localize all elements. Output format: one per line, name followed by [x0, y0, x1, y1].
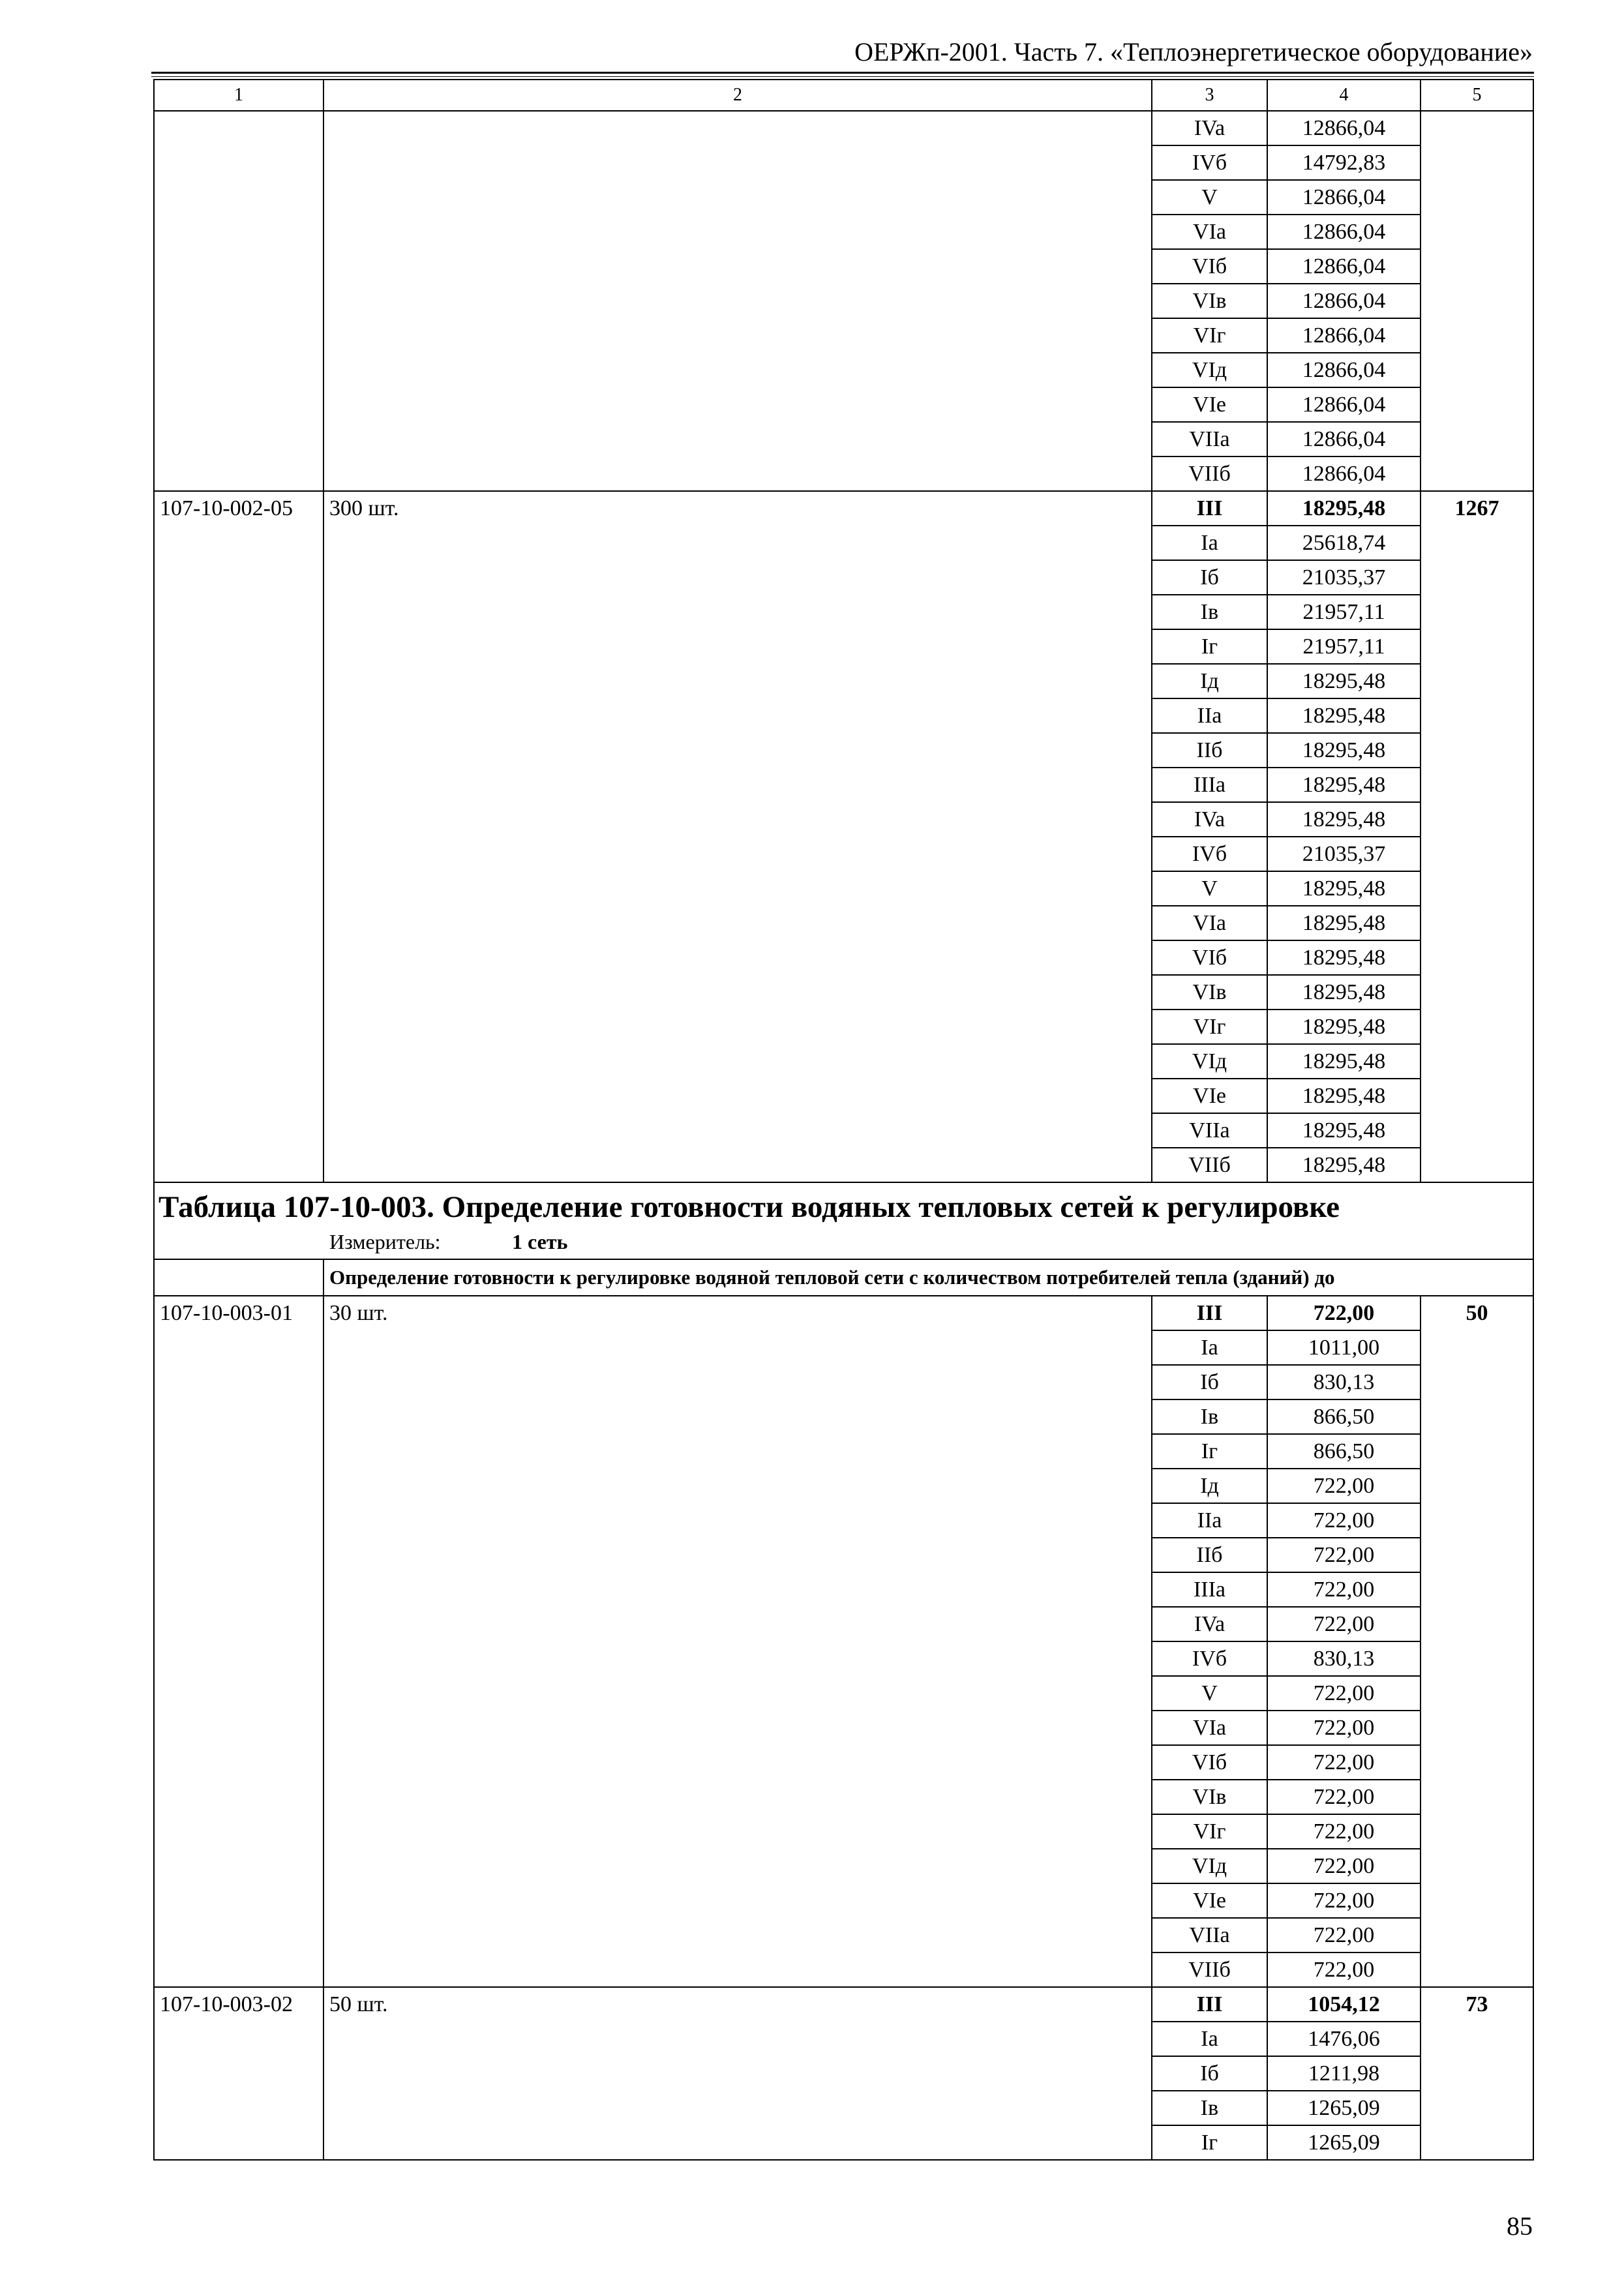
price-cell: 18295,48 — [1267, 975, 1421, 1010]
price-cell: 866,50 — [1267, 1434, 1421, 1469]
price-cell: 18295,48 — [1267, 1079, 1421, 1113]
price-cell: 830,13 — [1267, 1365, 1421, 1399]
zone-cell: III — [1152, 1296, 1267, 1330]
zone-cell: IVб — [1152, 837, 1267, 871]
zone-cell: VIд — [1152, 1044, 1267, 1079]
price-cell: 18295,48 — [1267, 871, 1421, 906]
price-cell: 722,00 — [1267, 1711, 1421, 1745]
zone-cell: IVб — [1152, 145, 1267, 180]
price-cell: 21957,11 — [1267, 629, 1421, 664]
zone-cell: VIб — [1152, 1745, 1267, 1780]
table-title: Таблица 107-10-003. Определение готовности водяных тепловых сетей к регулировке — [158, 1190, 1340, 1224]
zone-cell: Ia — [1152, 526, 1267, 560]
price-cell: 722,00 — [1267, 1780, 1421, 1814]
price-cell: 18295,48 — [1267, 802, 1421, 837]
price-cell: 722,00 — [1267, 1538, 1421, 1572]
zone-cell: IVa — [1152, 111, 1267, 145]
rates-table — [153, 79, 1534, 2161]
zone-cell: VIд — [1152, 353, 1267, 387]
price-cell: 12866,04 — [1267, 422, 1421, 456]
zone-cell: Iб — [1152, 1365, 1267, 1399]
price-cell: 722,00 — [1267, 1572, 1421, 1607]
meter-label: Измеритель: — [329, 1230, 441, 1253]
zone-cell: VIe — [1152, 1079, 1267, 1113]
price-cell: 14792,83 — [1267, 145, 1421, 180]
price-cell: 1476,06 — [1267, 2022, 1421, 2056]
description-spacer — [154, 1259, 323, 1296]
price-cell: 21035,37 — [1267, 837, 1421, 871]
description-row — [154, 1259, 1533, 1296]
meter-line — [158, 1227, 1529, 1256]
table-row — [154, 1296, 1533, 1330]
zone-cell: Iд — [1152, 664, 1267, 698]
zone-cell: VIe — [1152, 1883, 1267, 1918]
zone-cell: V — [1152, 180, 1267, 215]
price-cell: 1211,98 — [1267, 2056, 1421, 2091]
price-cell: 722,00 — [1267, 1745, 1421, 1780]
price-cell: 12866,04 — [1267, 215, 1421, 249]
zone-cell: IIa — [1152, 1503, 1267, 1538]
price-cell: 12866,04 — [1267, 284, 1421, 318]
price-cell: 1265,09 — [1267, 2091, 1421, 2125]
price-cell: 12866,04 — [1267, 180, 1421, 215]
rates-table-body — [154, 80, 1533, 2160]
price-cell: 12866,04 — [1267, 353, 1421, 387]
zone-cell: IIa — [1152, 698, 1267, 733]
price-cell: 722,00 — [1267, 1918, 1421, 1952]
price-cell: 21957,11 — [1267, 595, 1421, 629]
zone-cell: Ia — [1152, 1330, 1267, 1365]
price-cell: 18295,48 — [1267, 1148, 1421, 1182]
price-cell: 866,50 — [1267, 1399, 1421, 1434]
zone-cell: IVб — [1152, 1641, 1267, 1676]
zone-cell: VIIб — [1152, 1148, 1267, 1182]
zone-cell: VIIa — [1152, 422, 1267, 456]
zone-cell: Iб — [1152, 560, 1267, 595]
labor-cell: 1267 — [1421, 491, 1533, 1182]
zone-cell: IIб — [1152, 1538, 1267, 1572]
zone-cell: VIб — [1152, 249, 1267, 284]
zone-cell: IIIa — [1152, 1572, 1267, 1607]
zone-cell: IVa — [1152, 802, 1267, 837]
zone-cell: Iг — [1152, 629, 1267, 664]
zone-cell: VIe — [1152, 387, 1267, 422]
column-number: 5 — [1421, 80, 1533, 111]
column-number: 1 — [154, 80, 323, 111]
rate-quantity: 30 шт. — [323, 1296, 1152, 1987]
table-row — [154, 1987, 1533, 2022]
price-cell: 830,13 — [1267, 1641, 1421, 1676]
price-cell: 21035,37 — [1267, 560, 1421, 595]
table-description: Определение готовности к регулировке водяной тепловой сети с количеством потребителей тепла (зданий) до — [323, 1259, 1533, 1296]
column-number: 3 — [1152, 80, 1267, 111]
zone-cell: Ia — [1152, 2022, 1267, 2056]
price-cell: 18295,48 — [1267, 768, 1421, 802]
rate-code: 107-10-003-01 — [154, 1296, 323, 1987]
page-number: 85 — [1507, 2211, 1533, 2241]
zone-cell: VIд — [1152, 1849, 1267, 1883]
price-cell: 722,00 — [1267, 1469, 1421, 1503]
price-cell: 18295,48 — [1267, 664, 1421, 698]
labor-cell — [1421, 111, 1533, 491]
price-cell: 12866,04 — [1267, 111, 1421, 145]
column-number: 4 — [1267, 80, 1421, 111]
rate-code: 107-10-003-02 — [154, 1987, 323, 2160]
rate-code: 107-10-002-05 — [154, 491, 323, 1182]
header-rule-thin — [151, 76, 1534, 77]
meter-value: 1 сеть — [512, 1230, 568, 1253]
zone-cell: VIв — [1152, 975, 1267, 1010]
zone-cell: III — [1152, 491, 1267, 526]
zone-cell: Iг — [1152, 2125, 1267, 2160]
price-cell: 12866,04 — [1267, 387, 1421, 422]
price-cell: 18295,48 — [1267, 906, 1421, 940]
zone-cell: VIг — [1152, 1010, 1267, 1044]
price-cell: 12866,04 — [1267, 456, 1421, 491]
zone-cell: V — [1152, 1676, 1267, 1711]
price-cell: 18295,48 — [1267, 1113, 1421, 1148]
zone-cell: VIa — [1152, 215, 1267, 249]
price-cell: 1011,00 — [1267, 1330, 1421, 1365]
zone-cell: Iв — [1152, 595, 1267, 629]
zone-cell: VIв — [1152, 1780, 1267, 1814]
price-cell: 12866,04 — [1267, 318, 1421, 353]
price-cell: 18295,48 — [1267, 940, 1421, 975]
zone-cell: VIв — [1152, 284, 1267, 318]
price-cell: 722,00 — [1267, 1503, 1421, 1538]
price-cell: 722,00 — [1267, 1296, 1421, 1330]
zone-cell: VIIa — [1152, 1918, 1267, 1952]
price-cell: 722,00 — [1267, 1883, 1421, 1918]
zone-cell: VIг — [1152, 318, 1267, 353]
zone-cell: VIIб — [1152, 456, 1267, 491]
price-cell: 25618,74 — [1267, 526, 1421, 560]
price-cell: 18295,48 — [1267, 491, 1421, 526]
table-row — [154, 111, 1533, 145]
price-cell: 722,00 — [1267, 1814, 1421, 1849]
rate-quantity — [323, 111, 1152, 491]
running-header: ОЕРЖп-2001. Часть 7. «Теплоэнергетическое оборудование» — [854, 37, 1533, 67]
zone-cell: Iв — [1152, 2091, 1267, 2125]
zone-cell: IVa — [1152, 1607, 1267, 1641]
rate-quantity: 50 шт. — [323, 1987, 1152, 2160]
labor-cell: 50 — [1421, 1296, 1533, 1987]
price-cell: 722,00 — [1267, 1676, 1421, 1711]
table-title-row — [154, 1182, 1533, 1259]
column-number: 2 — [323, 80, 1152, 111]
price-cell: 722,00 — [1267, 1607, 1421, 1641]
rate-quantity: 300 шт. — [323, 491, 1152, 1182]
zone-cell: III — [1152, 1987, 1267, 2022]
zone-cell: VIa — [1152, 1711, 1267, 1745]
price-cell: 18295,48 — [1267, 733, 1421, 768]
labor-cell: 73 — [1421, 1987, 1533, 2160]
zone-cell: VIIб — [1152, 1952, 1267, 1987]
price-cell: 722,00 — [1267, 1849, 1421, 1883]
price-cell: 18295,48 — [1267, 1044, 1421, 1079]
column-number-row — [154, 80, 1533, 111]
zone-cell: Iб — [1152, 2056, 1267, 2091]
price-cell: 722,00 — [1267, 1952, 1421, 1987]
table-row — [154, 491, 1533, 526]
table-title-cell — [154, 1182, 1533, 1259]
price-cell: 1054,12 — [1267, 1987, 1421, 2022]
zone-cell: VIб — [1152, 940, 1267, 975]
price-cell: 1265,09 — [1267, 2125, 1421, 2160]
zone-cell: Iг — [1152, 1434, 1267, 1469]
zone-cell: VIг — [1152, 1814, 1267, 1849]
zone-cell: IIб — [1152, 733, 1267, 768]
zone-cell: Iв — [1152, 1399, 1267, 1434]
zone-cell: IIIa — [1152, 768, 1267, 802]
zone-cell: V — [1152, 871, 1267, 906]
zone-cell: VIa — [1152, 906, 1267, 940]
price-cell: 12866,04 — [1267, 249, 1421, 284]
price-cell: 18295,48 — [1267, 1010, 1421, 1044]
zone-cell: Iд — [1152, 1469, 1267, 1503]
rate-code — [154, 111, 323, 491]
price-cell: 18295,48 — [1267, 698, 1421, 733]
zone-cell: VIIa — [1152, 1113, 1267, 1148]
header-rule — [151, 72, 1534, 74]
